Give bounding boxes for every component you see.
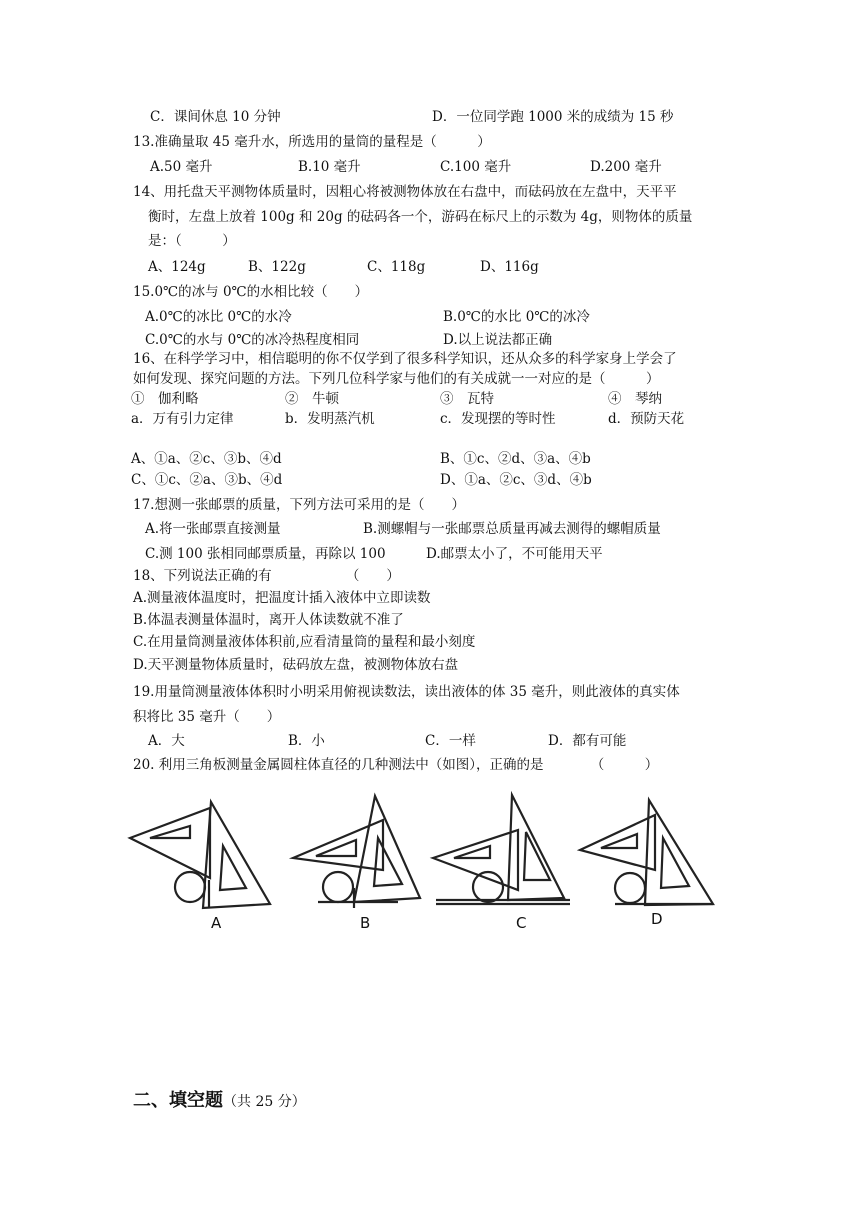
q17-stem: 17.想测一张邮票的质量，下列方法可采用的是（ ）: [133, 497, 465, 513]
q14-option-c: C、118g: [367, 259, 426, 275]
figure-b: [288, 790, 438, 940]
section-score-note: （共 25 分）: [223, 1094, 306, 1110]
q16-option-a: A、①a、②c、③b、④d: [131, 451, 282, 467]
figure-b-label: B: [360, 914, 371, 932]
q14-option-d: D、116g: [480, 259, 539, 275]
q17-option-b: B.测螺帽与一张邮票总质量再减去测得的螺帽质量: [363, 521, 661, 537]
q14-option-b: B、122g: [248, 259, 306, 275]
q20-figure-row: [120, 790, 720, 940]
q18-option-b: B.体温表测量体温时，离开人体读数就不准了: [133, 612, 404, 628]
q12-option-d: D．一位同学跑 1000 米的成绩为 15 秒: [432, 109, 674, 125]
q16-option-d: D、①a、②c、③d、④b: [440, 472, 592, 488]
figure-c-label: C: [516, 914, 527, 932]
figure-a-label: A: [211, 914, 222, 932]
q16-stem-line1: 16、在科学学习中，相信聪明的你不仅学到了很多科学知识，还从众多的科学家身上学会了: [133, 351, 677, 367]
q13-option-a: A.50 毫升: [150, 159, 213, 175]
figure-c-drawing: [428, 790, 578, 910]
q16-achievement-b: b．发明蒸汽机: [285, 411, 375, 427]
section-title: 二、填空题: [133, 1090, 223, 1111]
q12-option-c: C．课间休息 10 分钟: [150, 109, 281, 125]
q18-stem: 18、下列说法正确的有 （ ）: [133, 568, 400, 584]
q15-option-d: D.以上说法都正确: [443, 332, 553, 348]
q19-option-b: B．小: [288, 733, 325, 749]
q19-option-d: D．都有可能: [548, 733, 627, 749]
q13-option-c: C.100 毫升: [440, 159, 512, 175]
figure-c: [428, 790, 578, 940]
q19-stem-line1: 19.用量筒测量液体体积时小明采用俯视读数法，读出液体的体 35 毫升，则此液体的真实体: [133, 684, 680, 700]
q13-option-b: B.10 毫升: [298, 159, 361, 175]
q15-option-b: B.0℃的水比 0℃的冰冷: [443, 309, 590, 325]
figure-a-drawing: [125, 790, 275, 910]
q15-option-c: C.0℃的水与 0℃的冰冷热程度相同: [145, 332, 360, 348]
q18-option-a: A.测量液体温度时，把温度计插入液体中立即读数: [133, 590, 431, 606]
q16-scientist-2: ② 牛顿: [285, 391, 339, 407]
q14-stem-line2: 衡时，左盘上放着 100g 和 20g 的砝码各一个，游码在标尺上的示数为 4g，则物体的质量: [148, 209, 693, 225]
q17-option-c: C.测 100 张相同邮票质量，再除以 100: [145, 546, 386, 562]
q18-option-c: C.在用量筒测量液体体积前,应看清量筒的量程和最小刻度: [133, 634, 476, 650]
q16-achievement-a: a．万有引力定律: [131, 411, 234, 427]
q16-option-c: C、①c、②a、③b、④d: [131, 472, 283, 488]
q13-stem: 13.准确量取 45 毫升水，所选用的量筒的量程是（ ）: [133, 134, 491, 150]
q16-achievement-c: c．发现摆的等时性: [440, 411, 556, 427]
q19-option-a: A．大: [148, 733, 185, 749]
figure-d-label: D: [651, 910, 663, 928]
q16-stem-line2: 如何发现、探究问题的方法。下列几位科学家与他们的有关成就一一对应的是（ ）: [133, 371, 660, 387]
q14-option-a: A、124g: [148, 259, 206, 275]
q19-option-c: C．一样: [425, 733, 476, 749]
q15-stem: 15.0℃的冰与 0℃的水相比较（ ）: [133, 284, 369, 300]
q17-option-d: D.邮票太小了，不可能用天平: [426, 546, 603, 562]
q13-option-d: D.200 毫升: [590, 159, 662, 175]
q18-option-d: D.天平测量物体质量时，砝码放左盘，被测物体放右盘: [133, 657, 459, 673]
q20-stem: 20. 利用三角板测量金属圆柱体直径的几种测法中（如图），正确的是 （ ）: [133, 757, 659, 773]
figure-b-drawing: [288, 790, 438, 910]
q14-stem-line3: 是：（ ）: [148, 233, 236, 249]
figure-d: [575, 790, 725, 940]
figure-a: [125, 790, 275, 940]
q15-option-a: A.0℃的冰比 0℃的水冷: [145, 309, 292, 325]
q16-scientist-3: ③ 瓦特: [440, 391, 494, 407]
q16-scientist-4: ④ 琴纳: [608, 391, 662, 407]
q19-stem-line2: 积将比 35 毫升（ ）: [133, 709, 281, 725]
section-heading: [133, 1086, 306, 1112]
q16-scientist-1: ① 伽利略: [131, 391, 199, 407]
q14-stem-line1: 14、用托盘天平测物体质量时，因粗心将被测物体放在右盘中，而砝码放在左盘中，天平平: [133, 184, 677, 200]
q16-option-b: B、①c、②d、③a、④b: [440, 451, 591, 467]
figure-d-drawing: [575, 790, 725, 910]
q16-achievement-d: d．预防天花: [608, 411, 685, 427]
q17-option-a: A.将一张邮票直接测量: [145, 521, 281, 537]
